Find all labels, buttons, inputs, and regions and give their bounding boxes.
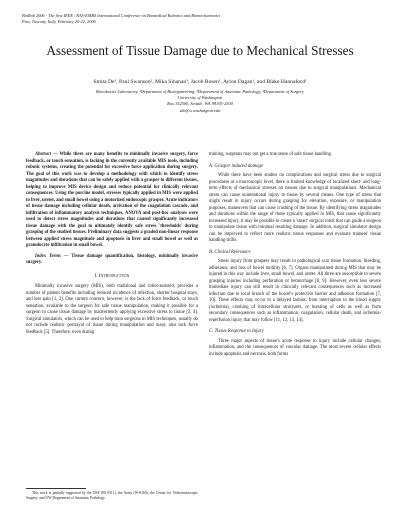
affiliation-email: sde@u.washington.edu [179,107,221,113]
right-column [209,152,381,359]
subsection-heading-tissue-response: C. Tissue Response to Injury [209,329,264,334]
tissue-response-paragraph: Three major aspects of tissue's acute response to injury include cellular changes, inflammation, and the consequences of vascular damage. The most severe cellular effects include apoptosis and necrosis, both forms [209,338,381,357]
conference-header [22,13,382,25]
abstract-label: Abstract [35,152,51,157]
subsection-heading-clinical-relevance: B. Clinical Relevance [209,249,251,255]
introduction-continued: training, surgeons may not get a true sense of safe tissue handling. [209,152,332,157]
abstract [26,152,198,250]
left-column [26,152,198,337]
clinical-relevance-paragraph: Stress injury from graspers may result in pathological scar tissue formation, bleeding, adhesions, and loss of bowel motility [6, 7]. Organs manipulated during MIS that may be injured in this way include liver, small bowel, and ureter. All three are susceptible to severe grasping injuries including perforation or hemorrhage [8, 9]. However, even less severe immediate injury can still result in clinically relevant consequences such as increased infection due to local breach of the bowel's protective barrier and adhesion formation [7, 10]. These effects may occur in a delayed fashion from interruption to the blood supply (ischemia), crushing of intracellular structures, or bursting of cells as well as from secondary consequences such as inflammation, coagulation, cellular death, and ischemia-reperfusion injury that may follow [11, 12, 13, 14]. [209,259,381,323]
footnote-rule [26,488,86,489]
introduction-paragraph: Minimally invasive surgery (MIS), both traditional and robot-assisted, provides a number of patient benefits including reduced incidence of infection, shorter hospital stays, and less pain [1, 2]. One current concern, however, is the lack of force feedback, or touch sensation, available to the surgeon for safe tissue manipulation, making it possible for a surgeon to cause tissue damage by inadvertently applying excessive stress to tissue [3, 4]. Surgical simulators, which can be used to help train surgeons in MIS techniques, usually do not include realistic portrayal of tissue during manipulation and many also lack force feedback [5]. Therefore, even during [26,284,198,335]
index-terms [26,254,198,267]
abstract-text: — While there are many benefits to minimally invasive surgery, force feedback, or touch sensation, is lacking in the currently available MIS tools, including robotic systems, creating the potential for excessive force application during surgery. The goal of this work was to develop a methodology with which to identify stress magnitudes and durations that can be safely applied with a grasper to different tissues, helping to improve MIS device design and reduce potential for clinically relevant consequences. Using the porcine model, stresses typically applied in MIS were applied to liver, ureter, and small bowel using a motorized endoscopic grasper. Acute indicators of tissue damage including cellular death, activation of the coagulation cascade, and infiltration of inflammatory analysis techniques. ANOVA and post-hoc analyses were used to detect stress magnitudes and durations that caused significantly increased tissue damage with the goal to ultimately identify safe stress 'thresholds' during grasping of the studied tissues. Preliminary data suggests a graded non-linear response between applied stress magnitude and apoptosis in liver and small bowel as well as granulocyte infiltration in small bowel. [26,152,198,248]
affiliation-line3: Box 352500, Seattle, WA 98195-2500 [167,101,233,107]
subsection-heading-grasper-damage: A. Grasper induced damage [209,163,264,169]
conference-header-line1: BioRob 2006 - The first IEEE / RAS-EMBS International Conference on Biomedical Robotics and Biomechatronics [22,13,221,18]
grasper-damage-paragraph: While there have been studies on complications and surgical stress due to surgical procedures at a macroscopic level, there is limited knowledge of localized short- and long-term effects of mechanical stresses on tissues due to surgical manipulations. Mechanical stress can cause unintentional injury to tissue by several means. One type of stress that might result in injury occurs during grasping for elevation, exposure, or manipulation purposes, maneuvers that can cause crushing of the tissue. By identifying stress magnitudes and durations within the range of those typically applied in MIS, that cause significantly increased injury, it may be possible to create a 'smart' surgical robot that can guide a surgeon to manipulate tissue with minimal resulting damage. In addition, surgical simulator design can be improved to reflect more realistic tissue responses and evaluate trainees' tissue handling skills. [209,173,381,243]
section-heading-introduction: I. Introduction [94,273,130,279]
affiliation-line1: Biorobotics Laboratory, ¹Department of Bioengineering, ²Department of Anatomic Pathology, ³Department of Surgery [96,89,304,94]
footnote-text: This work is partially supported by the NSF (BI 0511), the Army (W-8160), the Center for Videoendoscopic Surgery, and UW Department of Anatomic Pathology [26,491,198,500]
footnote [26,491,198,501]
conference-header-line2: Pisa, Tuscany, Italy, February 20-22, 2006 [22,18,96,24]
affiliation-block [24,89,376,114]
affiliation-line2: University of Washington [177,95,223,101]
paper-title: Assessment of Tissue Damage due to Mechanical Stresses [46,43,354,58]
author-list: Smita De¹, Paul Swanson², Mika Sinanan³, Jacob Rosen¹, Aylon Dagan¹, and Blake Hannaford¹ [93,79,307,85]
index-terms-label: Index Terms [35,253,61,259]
index-terms-text: — Tissue damage quantification, histology, minimally invasive surgery. [26,253,199,265]
